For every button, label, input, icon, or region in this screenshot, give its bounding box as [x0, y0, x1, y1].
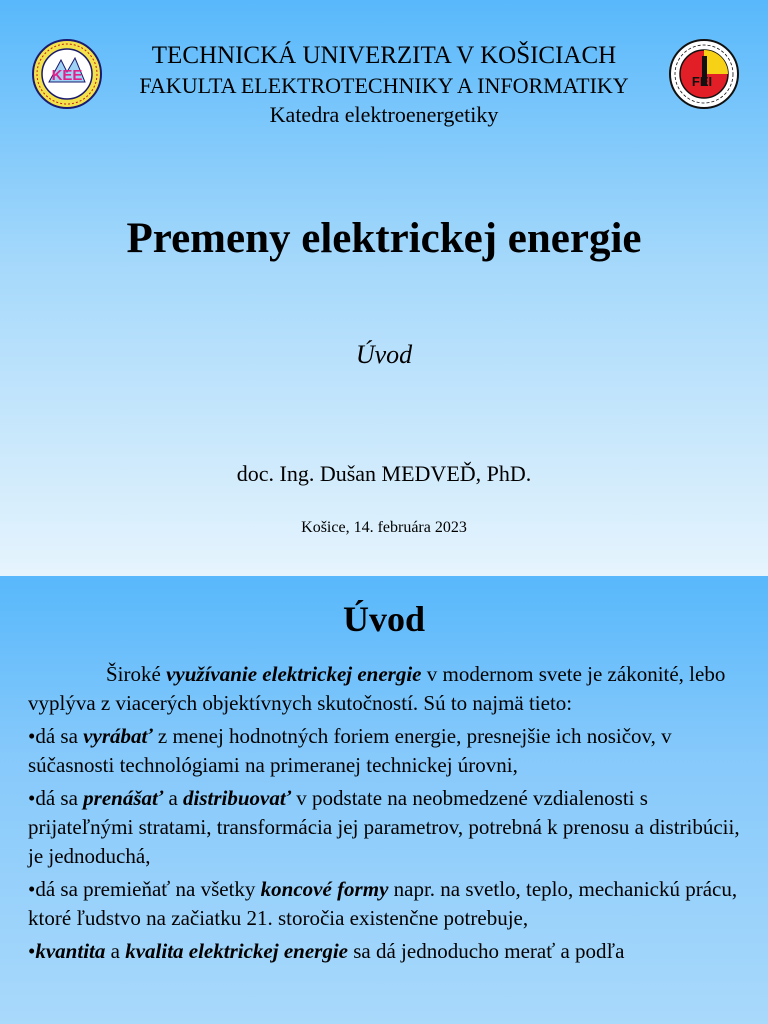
bullet-text: a: [105, 939, 126, 963]
bullet-text: •dá sa premieňať na všetky: [28, 877, 261, 901]
intro-text-pre: Široké: [106, 662, 167, 686]
bullet-text: napr. na svetlo, teplo, mechanickú prácu, ktoré ľudstvo na začiatku 21. storočia existenčne potrebuje,: [28, 877, 738, 930]
bullet-text: •: [28, 939, 36, 963]
intro-emphasis: využívanie elektrickej energie: [166, 662, 422, 686]
presentation-title: Premeny elektrickej energie: [126, 215, 642, 262]
bullet-emphasis: kvalita elektrickej energie: [125, 939, 348, 963]
place-date: Košice, 14. februára 2023: [301, 519, 467, 536]
bullet-emphasis: kvantita: [35, 939, 106, 963]
bullet-emphasis: prenášať: [83, 786, 164, 810]
bullet-item: [28, 875, 743, 933]
bullet-text: •dá sa: [28, 786, 84, 810]
intro-paragraph: [28, 660, 743, 718]
bullet-emphasis: vyrábať: [83, 724, 153, 748]
author-name: doc. Ing. Dušan MEDVEĎ, PhD.: [236, 461, 532, 486]
kee-logo-text: KEE: [51, 67, 83, 84]
bullet-emphasis: koncové formy: [260, 877, 389, 901]
tuke-logo-text: FEI: [691, 74, 713, 89]
bullet-item: [28, 937, 743, 966]
bullet-text: z menej hodnotných foriem energie, presnejšie ich nosičov, v súčasnosti technológiami na primeranej technickej úrovni,: [28, 724, 672, 777]
presentation-subtitle: Úvod: [355, 340, 413, 369]
content-slide: [0, 576, 768, 1024]
bullet-item: [28, 784, 743, 871]
bullet-text: v podstate na neobmedzené vzdialenosti s prijateľnými stratami, transformácia jej parametrov, potrebná k prenosu a distribúcii, je jednoduchá,: [28, 786, 740, 868]
faculty-name: FAKULTA ELEKTROTECHNIKY A INFORMATIKY: [139, 73, 629, 98]
bullet-text: a: [163, 786, 184, 810]
bullet-text: sa dá jednoducho merať a podľa: [347, 939, 625, 963]
bullet-text: •dá sa: [28, 724, 84, 748]
intro-text-post: v modernom svete je zákonité, lebo vyplýva z viacerých objektívnych skutočností. Sú to najmä tieto:: [28, 662, 726, 715]
bullet-item: [28, 722, 743, 780]
bullet-emphasis: distribuovať: [183, 786, 292, 810]
slide-body: [28, 660, 743, 970]
university-name: TECHNICKÁ UNIVERZITA V KOŠICIACH: [151, 42, 617, 69]
slide-heading: Úvod: [342, 599, 426, 639]
department-name: Katedra elektroenergetiky: [269, 102, 499, 127]
